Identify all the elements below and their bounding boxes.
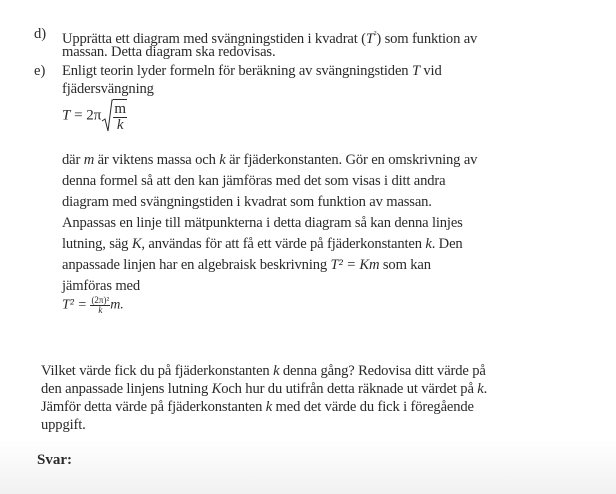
text: som kan bbox=[379, 257, 431, 273]
denominator: k bbox=[98, 305, 103, 315]
formula-eq: = 2π bbox=[74, 107, 102, 124]
var-k: k bbox=[477, 381, 484, 397]
paragraph-line-4: Anpassas en linje till mätpunkterna i detta diagram så kan denna linjes bbox=[62, 215, 463, 231]
text: är fjäderkonstanten. Gör en omskrivning av bbox=[225, 152, 478, 168]
text: och hur du utifrån detta räknade ut värdet på bbox=[221, 381, 478, 397]
answer-label: Svar: bbox=[37, 452, 72, 468]
text: . bbox=[483, 381, 488, 397]
text: , användas för att få ett värde på fjäderkonstanten bbox=[141, 236, 426, 252]
paragraph-line-3: diagram med svängningstiden i kvadrat som funktion av massan. bbox=[62, 194, 432, 210]
var-K: K bbox=[131, 236, 142, 252]
item-label-d: d) bbox=[34, 26, 47, 42]
item-label-e: e) bbox=[34, 63, 46, 79]
var-m: m bbox=[83, 152, 95, 168]
radical-icon bbox=[101, 99, 113, 133]
paragraph-line-5 bbox=[62, 235, 463, 253]
inline-formula: T² = Km bbox=[330, 257, 380, 273]
question-line-2 bbox=[41, 380, 487, 398]
numerator: m bbox=[114, 101, 127, 117]
text: . Den bbox=[431, 236, 463, 252]
text: Upprätta ett diagram med svängningstiden i kvadrat ( bbox=[62, 30, 366, 47]
item-e-line-1 bbox=[62, 62, 442, 80]
question-line-3 bbox=[41, 398, 474, 416]
var-K: K bbox=[211, 381, 222, 397]
var-T: T bbox=[365, 30, 374, 47]
paragraph-line-7: jämföras med bbox=[62, 278, 141, 294]
denominator: k bbox=[116, 117, 124, 133]
var-k: k bbox=[425, 236, 432, 252]
text: den anpassade linjens lutning bbox=[41, 381, 212, 397]
text: är viktens massa och bbox=[94, 152, 220, 168]
text: anpassade linjen har en algebraisk beskrivning bbox=[62, 257, 331, 273]
superscript: ² bbox=[373, 29, 377, 39]
var-k: k bbox=[273, 363, 280, 379]
var-T: T bbox=[411, 63, 420, 79]
paragraph-line-1 bbox=[62, 151, 477, 169]
paragraph-line-6 bbox=[62, 256, 431, 274]
question-line-4: uppgift. bbox=[41, 417, 86, 433]
text: denna gång? Redovisa ditt värde på bbox=[279, 363, 486, 379]
formula-period bbox=[62, 99, 127, 133]
numerator: (2π)² bbox=[91, 295, 110, 305]
formula-lhs: T² = bbox=[62, 297, 87, 313]
formula-rhs: m. bbox=[110, 297, 124, 313]
text: Vilket värde fick du på fjäderkonstanten bbox=[41, 363, 274, 379]
text: Enligt teorin lyder formeln för beräkning av svängningstiden bbox=[62, 63, 412, 79]
formula-lhs: T bbox=[62, 107, 71, 124]
text: vid bbox=[419, 63, 442, 79]
text: Jämför detta värde på fjäderkonstanten bbox=[41, 399, 266, 415]
paragraph-line-2: denna formel så att den kan jämföras med det som visas i ditt andra bbox=[62, 173, 446, 189]
text: med det värde du fick i föregående bbox=[272, 399, 474, 415]
text: ) som funktion av bbox=[376, 30, 478, 47]
sqrt-symbol bbox=[101, 99, 127, 133]
item-d-line-2: massan. Detta diagram ska redovisas. bbox=[62, 44, 276, 60]
text: där bbox=[62, 152, 84, 168]
text: lutning, säg bbox=[62, 236, 132, 252]
formula-squared bbox=[62, 296, 124, 315]
fraction bbox=[90, 296, 110, 315]
fraction bbox=[113, 99, 127, 133]
question-line-1 bbox=[41, 362, 486, 380]
var-k: k bbox=[265, 399, 273, 415]
var-k: k bbox=[219, 152, 226, 168]
item-e-line-2: fjädersvängning bbox=[62, 81, 154, 97]
